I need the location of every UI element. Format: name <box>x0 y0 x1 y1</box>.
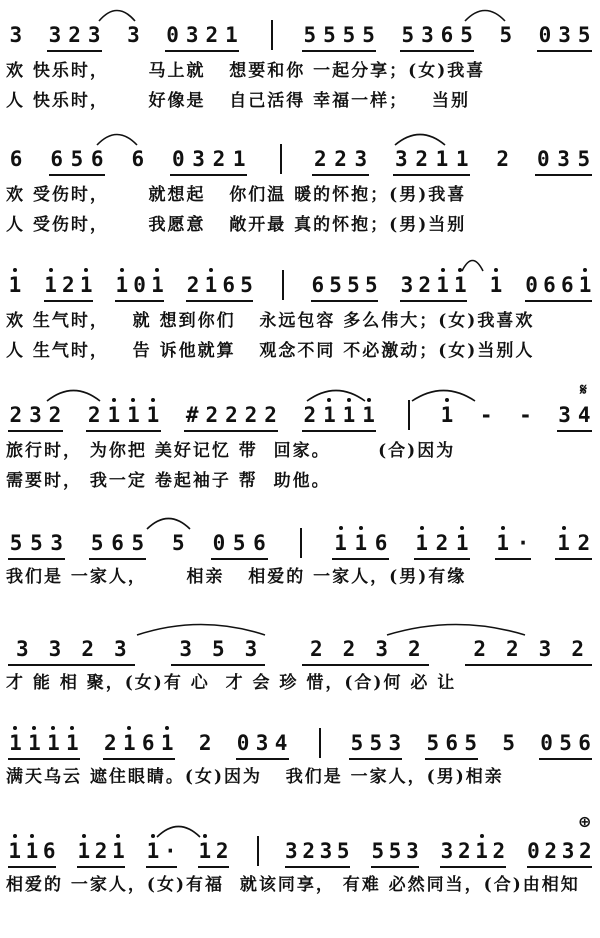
beam <box>115 300 164 302</box>
beam <box>312 174 369 176</box>
note: 1 <box>148 272 166 298</box>
note: 3 <box>440 839 454 863</box>
beam <box>393 174 470 176</box>
beam <box>332 558 389 560</box>
note: 3 <box>558 23 571 47</box>
note: 1 <box>455 147 469 171</box>
notation-line <box>6 530 594 560</box>
note: 2 <box>68 23 81 47</box>
note: 3 <box>388 731 402 755</box>
note: 6 <box>111 531 124 555</box>
beam <box>527 866 592 868</box>
bar-line <box>282 270 284 300</box>
note: 1 <box>320 402 338 428</box>
note: 5 <box>347 273 360 297</box>
lyric-line: 人 快乐时， 好像是 自己活得 幸福一样； 当别 <box>6 91 470 111</box>
note: 2 <box>103 731 117 755</box>
notation-line <box>6 146 594 176</box>
note: 2 <box>457 839 471 863</box>
slur <box>46 386 101 402</box>
beam <box>186 300 253 302</box>
score-row <box>6 530 594 630</box>
note: 2 <box>334 147 347 171</box>
notation-line <box>6 838 594 868</box>
note: 3 <box>285 839 298 863</box>
score-row <box>6 22 594 122</box>
beam <box>311 300 378 302</box>
slur <box>96 130 138 146</box>
note: 1 <box>202 272 220 298</box>
note: 2 <box>215 839 229 863</box>
lyric-line: 才 能 相 聚，(女)有 心 才 会 珍 惜，(合)何 必 让 <box>6 673 457 693</box>
beam <box>414 558 471 560</box>
beam <box>400 50 474 52</box>
note: 6 <box>253 531 266 555</box>
beam <box>103 758 175 760</box>
note: 0 <box>212 531 226 555</box>
note: 3 <box>400 273 414 297</box>
score-row <box>6 730 594 830</box>
note: 5 <box>232 531 246 555</box>
beam <box>525 300 592 302</box>
note: 6 <box>440 23 454 47</box>
note: 5 <box>212 637 225 661</box>
note: 2 <box>94 839 108 863</box>
note: 6 <box>50 147 64 171</box>
beam <box>465 664 592 666</box>
note: 1 <box>555 530 573 556</box>
beam <box>171 664 265 666</box>
note: 3 <box>48 637 62 661</box>
lyric-line: 相爱的 一家人，(女)有福 就该同享， 有难 必然同当，(合)由相知 <box>6 875 580 895</box>
note: 1 <box>25 730 43 756</box>
note: 6 <box>578 731 591 755</box>
beam <box>47 50 102 52</box>
note: 1 <box>113 272 131 298</box>
note: 2 <box>205 23 219 47</box>
notation-line <box>6 272 594 302</box>
note: 5 <box>30 531 43 555</box>
beam <box>535 174 592 176</box>
note: 5 <box>499 23 513 47</box>
note: 5 <box>336 839 350 863</box>
beam <box>77 866 125 868</box>
note: 2 <box>212 147 226 171</box>
note: 1 <box>576 272 594 298</box>
beam <box>8 664 135 666</box>
slur <box>461 256 484 272</box>
beam <box>236 758 289 760</box>
note: 3 <box>244 637 258 661</box>
note: 3 <box>421 23 434 47</box>
beam <box>555 558 592 560</box>
beam <box>425 758 478 760</box>
beam <box>537 50 592 52</box>
note: 2 <box>435 531 449 555</box>
note: 2 <box>544 839 558 863</box>
note: 3 <box>127 23 140 47</box>
note: 2 <box>506 637 519 661</box>
note: 1 <box>453 530 471 556</box>
score-row <box>6 146 594 246</box>
note: 0 <box>540 731 553 755</box>
note: 0 <box>527 839 540 863</box>
note: 2 <box>418 273 432 297</box>
note: 3 <box>375 637 388 661</box>
note: 5 <box>371 839 385 863</box>
slur <box>156 822 201 838</box>
note: 3 <box>319 839 333 863</box>
lyric-line: 人 受伤时， 我愿意 敞开最 真的怀抱；(男)当别 <box>6 215 467 235</box>
note: 5 <box>240 273 253 297</box>
note: 5 <box>369 731 383 755</box>
note: 6 <box>543 273 556 297</box>
lyric-line: 满天乌云 遮住眼睛。(女)因为 我们是 一家人，(男)相亲 <box>6 767 504 787</box>
note: 5 <box>9 531 23 555</box>
beam <box>495 558 532 560</box>
note: 0 <box>536 147 550 171</box>
note: 2 <box>577 531 591 555</box>
note: 5 <box>464 731 478 755</box>
coda-mark: ⊕ <box>578 812 592 831</box>
note: 1 <box>352 530 370 556</box>
lyric-line: 欢 快乐时， 马上就 想要和你 一起分享；(女)我喜 <box>6 61 486 81</box>
slur <box>146 514 191 530</box>
beam <box>539 758 592 760</box>
note: · <box>516 531 530 555</box>
note: 1 <box>6 730 24 756</box>
note: 1 <box>109 838 127 864</box>
note: 0 <box>133 273 146 297</box>
note: 0 <box>525 273 538 297</box>
note: # <box>185 403 199 427</box>
note: 5 <box>350 731 364 755</box>
bar-line <box>257 836 259 866</box>
note: - <box>519 403 532 427</box>
note: 2 <box>571 637 584 661</box>
beam <box>89 558 146 560</box>
note: 6 <box>90 147 104 171</box>
slur <box>136 620 266 636</box>
note: 3 <box>192 147 205 171</box>
note: 1 <box>225 23 238 47</box>
note: 5 <box>577 147 591 171</box>
beam <box>86 430 160 432</box>
beam <box>170 174 247 176</box>
note: 3 <box>558 403 571 427</box>
note: 5 <box>559 731 572 755</box>
note: 6 <box>141 731 155 755</box>
note: 1 <box>120 730 138 756</box>
note: 2 <box>342 637 356 661</box>
note: 2 <box>310 637 323 661</box>
note: 1 <box>6 272 24 298</box>
note: 1 <box>473 838 491 864</box>
note: 2 <box>302 839 315 863</box>
note: 5 <box>362 23 375 47</box>
note: 2 <box>492 839 506 863</box>
note: 3 <box>538 637 552 661</box>
slur <box>386 620 526 636</box>
note: 3 <box>561 839 575 863</box>
note: 5 <box>502 731 515 755</box>
score-row <box>6 272 594 372</box>
beam <box>165 50 239 52</box>
beam <box>8 758 80 760</box>
bar-line <box>300 528 302 558</box>
slur <box>464 6 506 22</box>
beam <box>8 866 56 868</box>
note: 2 <box>415 147 428 171</box>
note: 3 <box>255 731 269 755</box>
score-row <box>6 636 594 736</box>
note: 1 <box>144 402 162 428</box>
note: 2 <box>225 403 238 427</box>
beam <box>146 866 177 868</box>
note: 3 <box>87 23 101 47</box>
note: 1 <box>438 402 456 428</box>
lyric-line: 欢 受伤时， 就想起 你们温 暖的怀抱；(男)我喜 <box>6 185 467 205</box>
note: 3 <box>395 147 408 171</box>
note: 3 <box>185 23 199 47</box>
beam <box>400 300 467 302</box>
note: 6 <box>445 731 459 755</box>
note: 2 <box>473 637 486 661</box>
note: 6 <box>42 839 56 863</box>
note: 1 <box>360 402 378 428</box>
note: 2 <box>205 403 219 427</box>
note: 2 <box>87 403 101 427</box>
note: 3 <box>114 637 127 661</box>
note: 3 <box>179 637 192 661</box>
lyric-line: 需要时， 我一定 卷起袖子 帮 助他。 <box>6 471 331 491</box>
note: 1 <box>487 272 505 298</box>
notation-line <box>6 730 594 760</box>
note: 3 <box>9 23 23 47</box>
lyric-line: 旅行时， 为你把 美好记忆 带 回家。 (合)因为 <box>6 441 456 461</box>
beam <box>211 558 268 560</box>
slur <box>411 386 476 402</box>
note: 5 <box>70 147 84 171</box>
note: 3 <box>50 531 64 555</box>
beam <box>44 300 93 302</box>
beam <box>349 758 402 760</box>
lyric-line: 人 生气时， 告 诉他就算 观念不同 不必激动；(女)当别人 <box>6 341 535 361</box>
note: 5 <box>364 273 378 297</box>
note: 1 <box>23 838 41 864</box>
note: 2 <box>579 839 592 863</box>
note: 5 <box>342 23 356 47</box>
beam <box>184 430 278 432</box>
note: 0 <box>172 147 185 171</box>
note: 1 <box>105 402 123 428</box>
note: 1 <box>42 272 60 298</box>
note: 6 <box>374 531 388 555</box>
notation-line <box>6 22 594 52</box>
note: 3 <box>48 23 62 47</box>
note: 1 <box>494 530 512 556</box>
note: - <box>479 403 493 427</box>
note: 5 <box>460 23 473 47</box>
note: 1 <box>6 838 24 864</box>
slur <box>98 6 136 22</box>
note: 5 <box>131 531 145 555</box>
bar-line <box>280 144 282 174</box>
note: 5 <box>323 23 336 47</box>
note: 6 <box>131 147 145 171</box>
note: 2 <box>81 637 94 661</box>
beam <box>8 558 65 560</box>
note: 3 <box>16 637 29 661</box>
beam <box>8 430 63 432</box>
note: 1 <box>77 272 95 298</box>
note: 1 <box>232 147 246 171</box>
note: 2 <box>62 273 75 297</box>
note: 1 <box>158 730 176 756</box>
note: 0 <box>166 23 179 47</box>
note: 3 <box>557 147 570 171</box>
note: 5 <box>90 531 104 555</box>
beam <box>302 50 376 52</box>
note: 1 <box>435 147 449 171</box>
note: 1 <box>75 838 93 864</box>
beam <box>557 430 592 432</box>
note: 1 <box>44 730 62 756</box>
lyric-line: 欢 生气时， 就 想到你们 永远包容 多么伟大；(女)我喜欢 <box>6 311 535 331</box>
note: 1 <box>332 530 350 556</box>
bar-line <box>408 400 410 430</box>
score-row <box>6 402 594 502</box>
note: 1 <box>144 838 162 864</box>
note: 2 <box>264 403 277 427</box>
note: 5 <box>172 531 185 555</box>
note: 2 <box>408 637 421 661</box>
note: 0 <box>538 23 552 47</box>
beam <box>198 866 229 868</box>
beam <box>285 866 350 868</box>
note: 5 <box>329 273 342 297</box>
segno-mark: 𝄋 <box>580 380 587 399</box>
note: · <box>163 839 177 863</box>
lyric-line: 我们是 一家人， 相亲 相爱的 一家人，(男)有缘 <box>6 567 467 587</box>
note: 2 <box>198 731 212 755</box>
beam <box>371 866 419 868</box>
note: 6 <box>9 147 23 171</box>
note: 2 <box>303 403 317 427</box>
note: 4 <box>577 403 591 427</box>
note: 1 <box>451 272 469 298</box>
note: 3 <box>29 403 42 427</box>
notation-line <box>6 402 594 432</box>
note: 3 <box>406 839 419 863</box>
beam <box>302 430 376 432</box>
note: 2 <box>244 403 258 427</box>
note: 2 <box>9 403 23 427</box>
beam <box>49 174 106 176</box>
note: 6 <box>222 273 236 297</box>
note: 2 <box>313 147 327 171</box>
note: 5 <box>401 23 415 47</box>
beam <box>302 664 429 666</box>
note: 2 <box>496 147 510 171</box>
note: 5 <box>303 23 317 47</box>
note: 1 <box>340 402 358 428</box>
note: 1 <box>434 272 452 298</box>
bar-line <box>319 728 321 758</box>
note: 3 <box>354 147 368 171</box>
note: 2 <box>186 273 200 297</box>
slur <box>394 130 446 146</box>
note: 5 <box>577 23 591 47</box>
beam <box>440 866 505 868</box>
note: 5 <box>426 731 440 755</box>
note: 6 <box>560 273 574 297</box>
note: 0 <box>236 731 250 755</box>
note: 1 <box>124 402 142 428</box>
bar-line <box>271 20 273 50</box>
note: 1 <box>196 838 214 864</box>
note: 5 <box>388 839 402 863</box>
note: 6 <box>311 273 325 297</box>
note: 2 <box>48 403 62 427</box>
notation-line <box>6 636 594 666</box>
slur <box>306 386 366 402</box>
note: 4 <box>274 731 288 755</box>
score-row <box>6 838 594 938</box>
note: 1 <box>63 730 81 756</box>
note: 1 <box>413 530 431 556</box>
